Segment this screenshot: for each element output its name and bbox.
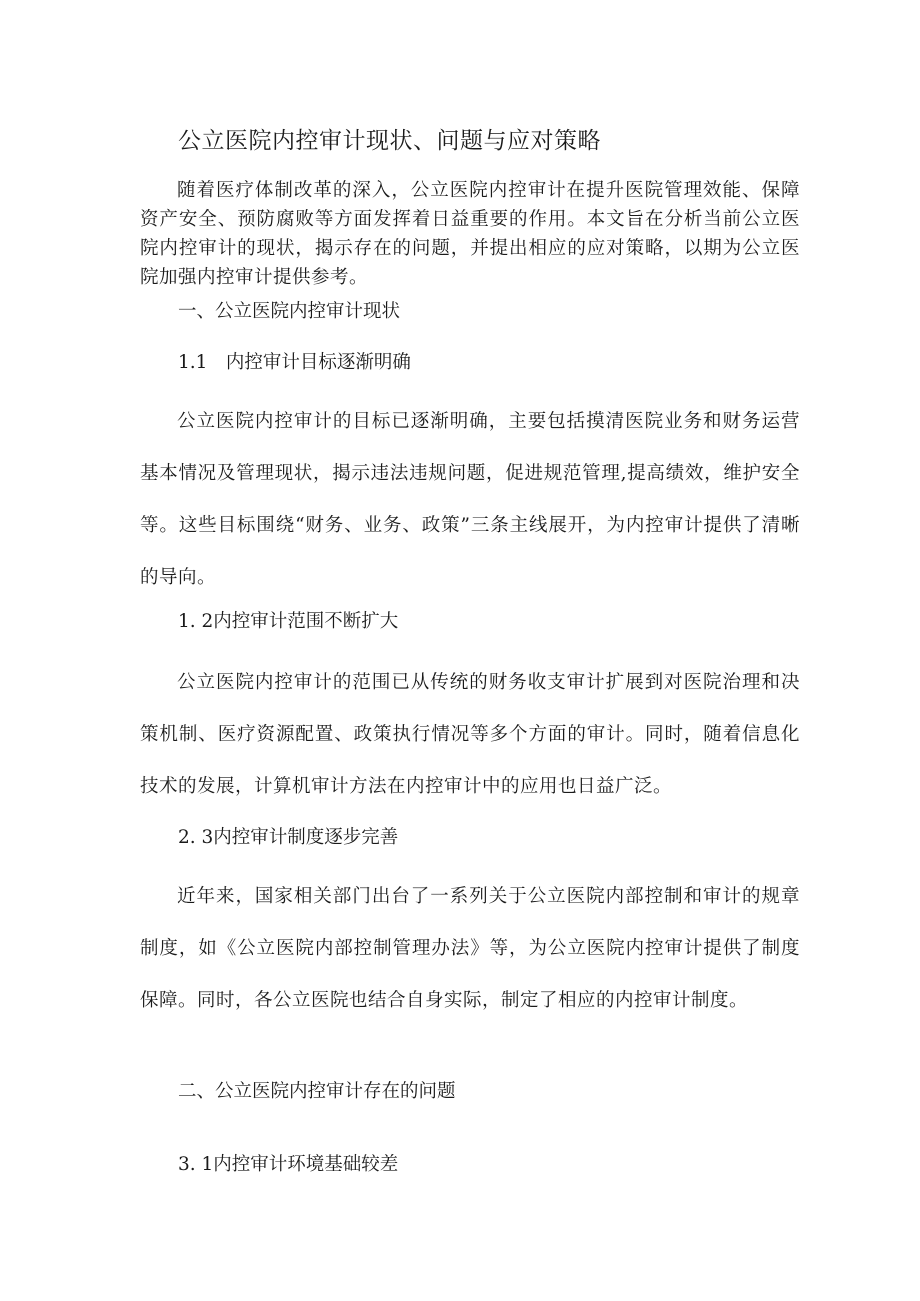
section-2-heading: 二、公立医院内控审计存在的问题: [178, 1081, 456, 1102]
document-title: 公立医院内控审计现状、问题与应对策略: [178, 128, 601, 154]
section-1-3-heading: 2. 3内控审计制度逐步完善: [178, 827, 399, 848]
section-1-2-body: 公立医院内控审计的范围已从传统的财务收支审计扩展到对医院治理和决策机制、医疗资源配置、政策执行情况等多个方面的审计。同时，随着信息化技术的发展，计算机审计方法在内控审计中的应用也日益广泛。: [140, 672, 800, 797]
section-2-1-heading: 3. 1内控审计环境基础较差: [178, 1154, 399, 1175]
section-1-heading: 一、公立医院内控审计现状: [178, 301, 401, 322]
section-1-3-body: 近年来，国家相关部门出台了一系列关于公立医院内部控制和审计的规章制度，如《公立医院内部控制管理办法》等，为公立医院内控审计提供了制度保障。同时，各公立医院也结合自身实际，制定了相应的内控审计制度。: [140, 886, 800, 1011]
section-1-1-body: 公立医院内控审计的目标已逐渐明确，主要包括摸清医院业务和财务运营基本情况及管理现状，揭示违法违规问题，促进规范管理,提高绩效，维护安全等。这些目标围绕“财务、业务、政策”三条主线展开，为内控审计提供了清晰的导向。: [140, 411, 800, 588]
section-1-1-heading: 1.1 内控审计目标逐渐明确: [178, 352, 411, 373]
section-1-2-heading: 1. 2内控审计范围不断扩大: [178, 611, 399, 632]
intro-paragraph: 随着医疗体制改革的深入，公立医院内控审计在提升医院管理效能、保障资产安全、预防腐败等方面发挥着日益重要的作用。本文旨在分析当前公立医院内控审计的现状，揭示存在的问题，并提出相应的应对策略，以期为公立医院加强内控审计提供参考。: [140, 180, 800, 288]
